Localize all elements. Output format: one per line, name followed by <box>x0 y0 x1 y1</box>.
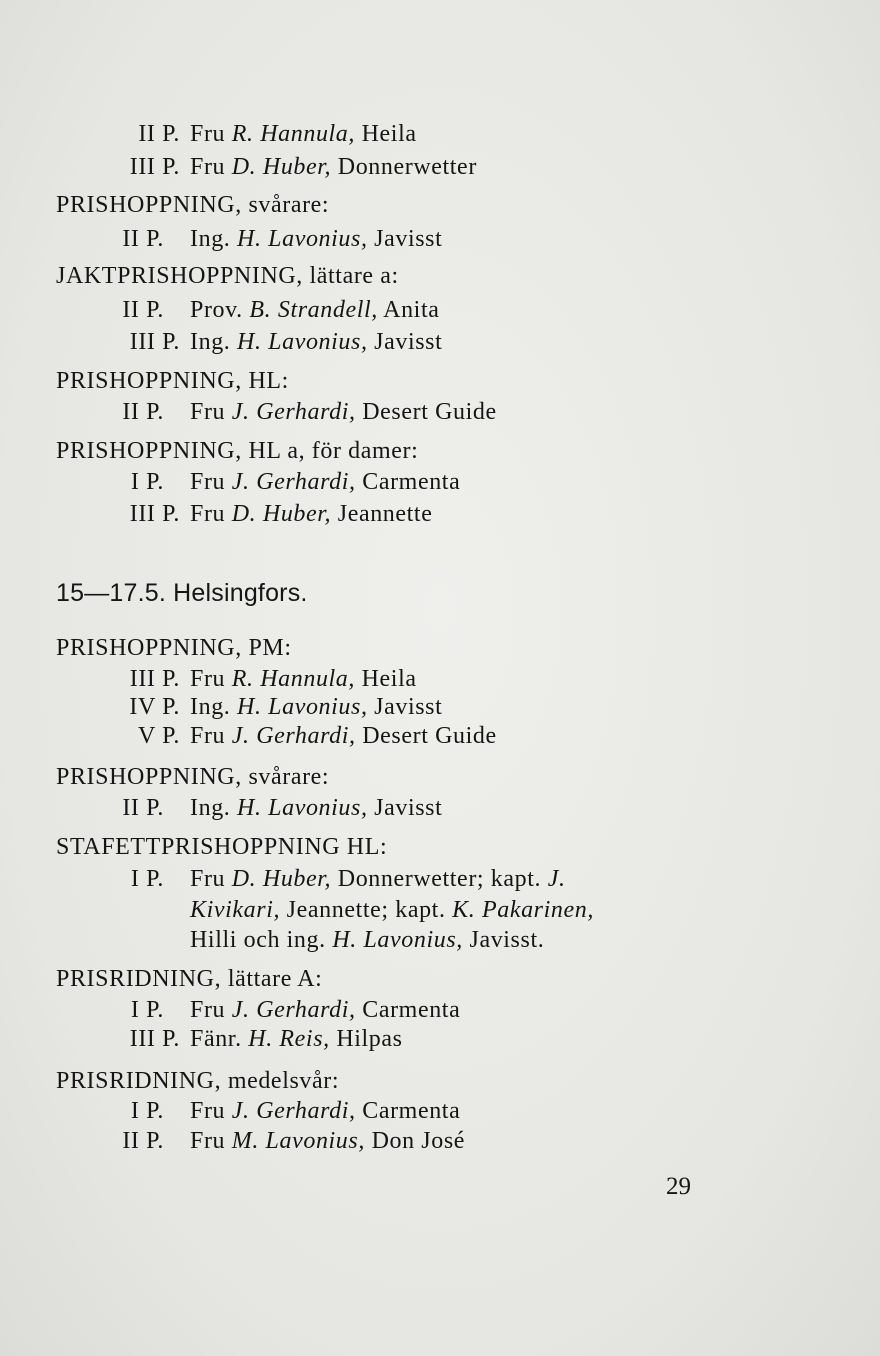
competition-heading: PRISHOPPNING, svårare: <box>56 192 330 218</box>
rider-title: Fru <box>190 121 226 147</box>
rider-name: B. Strandell, <box>249 297 378 323</box>
rider-name: H. Reis, <box>248 1026 330 1052</box>
competition-heading: PRISRIDNING, medelsvår: <box>56 1068 340 1094</box>
horse-name: Javisst <box>374 226 443 252</box>
placing: III P. <box>129 666 180 692</box>
horse-name: Desert Guide <box>362 723 497 749</box>
result-line <box>0 222 880 256</box>
rider-name: R. Hannula, <box>231 121 356 147</box>
entry <box>190 893 594 927</box>
result-line <box>0 117 880 151</box>
horse-name: Heila <box>361 121 417 147</box>
result-line-continuation <box>0 893 880 927</box>
entry <box>190 325 442 359</box>
placing: IV P. <box>129 694 180 720</box>
rider-name: D. Huber, <box>231 501 332 527</box>
entry <box>190 1124 465 1158</box>
entry <box>190 719 497 753</box>
rider-name: H. Lavonius, <box>237 329 368 355</box>
horse-name: Donnerwetter; kapt. <box>337 866 542 892</box>
rider-name: H. Lavonius, <box>237 694 368 720</box>
rider-title: Ing. <box>190 329 231 355</box>
competition-heading: PRISRIDNING, lättare A: <box>56 966 323 992</box>
rider-name: H. Lavonius, <box>237 226 368 252</box>
rider-name: Kivikari, <box>190 897 281 923</box>
rider-title: Fru <box>190 666 226 692</box>
result-line <box>0 293 880 327</box>
competition-heading: STAFETTPRISHOPPNING HL: <box>56 834 388 860</box>
rider-title: Prov. <box>190 297 243 323</box>
result-line <box>0 465 880 499</box>
horse-name: Javisst <box>374 329 443 355</box>
entry <box>190 222 442 256</box>
rider-title: Fru <box>190 723 226 749</box>
placing: III P. <box>129 1026 180 1052</box>
rider-title: Fru <box>190 1128 226 1154</box>
result-line <box>0 791 880 825</box>
placing: II P. <box>122 297 164 323</box>
horse-name: Jeannette; kapt. <box>286 897 446 923</box>
placing: I P. <box>130 469 164 495</box>
result-line-continuation <box>0 923 880 957</box>
placing: III P. <box>129 154 180 180</box>
rider-title: Ing. <box>190 694 231 720</box>
rider-name: D. Huber, <box>231 866 332 892</box>
rider-title: Ing. <box>190 226 231 252</box>
placing: II P. <box>138 121 180 147</box>
entry <box>190 150 477 184</box>
entry <box>190 395 497 429</box>
rider-name: M. Lavonius, <box>231 1128 365 1154</box>
competition-heading: PRISHOPPNING, HL a, för damer: <box>56 438 419 464</box>
rider-name: J. Gerhardi, <box>231 997 356 1023</box>
rider-title: Fru <box>190 154 226 180</box>
horse-name: Jeannette <box>337 501 433 527</box>
entry <box>190 791 442 825</box>
horse-name: Carmenta <box>362 997 461 1023</box>
page-number: 29 <box>666 1173 691 1200</box>
placing: I P. <box>130 997 164 1023</box>
rider-title: Fru <box>190 399 226 425</box>
placing: II P. <box>122 795 164 821</box>
entry <box>190 923 544 957</box>
placing: II P. <box>122 226 164 252</box>
result-line <box>0 862 880 896</box>
entry <box>190 465 460 499</box>
competition-heading: PRISHOPPNING, PM: <box>56 635 292 661</box>
horse-name: Carmenta <box>362 469 461 495</box>
event-date-heading: 15—17.5. Helsingfors. <box>56 579 308 607</box>
placing: III P. <box>129 329 180 355</box>
result-line <box>0 150 880 184</box>
rider-name: J. Gerhardi, <box>231 469 356 495</box>
result-line <box>0 325 880 359</box>
result-line <box>0 719 880 753</box>
horse-name: Heila <box>361 666 417 692</box>
rider-name: H. Lavonius, <box>237 795 368 821</box>
horse-name: Anita <box>383 297 440 323</box>
horse-name: Javisst <box>374 694 443 720</box>
competition-heading: PRISHOPPNING, svårare: <box>56 764 330 790</box>
placing: II P. <box>122 1128 164 1154</box>
rider-name: H. Lavonius, <box>332 927 463 953</box>
rider-name: K. Pakarinen, <box>452 897 594 923</box>
rider-name: D. Huber, <box>231 154 332 180</box>
rider-title: Fru <box>190 501 226 527</box>
horse-name: Donnerwetter <box>337 154 477 180</box>
horse-name: Carmenta <box>362 1098 461 1124</box>
plain-text: Hilli och ing. <box>190 927 326 953</box>
placing: I P. <box>130 866 164 892</box>
entry <box>190 1094 460 1128</box>
result-line <box>0 1094 880 1128</box>
horse-name: Javisst. <box>469 927 545 953</box>
rider-name: J. Gerhardi, <box>231 1098 356 1124</box>
entry <box>190 117 417 151</box>
rider-title: Ing. <box>190 795 231 821</box>
entry <box>190 1022 403 1056</box>
entry <box>190 862 566 896</box>
result-line <box>0 1022 880 1056</box>
competition-heading: JAKTPRISHOPPNING, lättare a: <box>56 263 399 289</box>
rider-title: Fänr. <box>190 1026 242 1052</box>
placing: I P. <box>130 1098 164 1124</box>
rider-title: Fru <box>190 866 226 892</box>
competition-heading: PRISHOPPNING, HL: <box>56 368 289 394</box>
rider-name: J. <box>547 866 566 892</box>
entry <box>190 293 439 327</box>
rider-name: J. Gerhardi, <box>231 399 356 425</box>
placing: V P. <box>138 723 180 749</box>
result-line <box>0 1124 880 1158</box>
result-line <box>0 497 880 531</box>
placing: III P. <box>129 501 180 527</box>
rider-title: Fru <box>190 1098 226 1124</box>
rider-name: R. Hannula, <box>231 666 356 692</box>
horse-name: Don José <box>371 1128 466 1154</box>
horse-name: Hilpas <box>336 1026 403 1052</box>
rider-name: J. Gerhardi, <box>231 723 356 749</box>
rider-title: Fru <box>190 469 226 495</box>
placing: II P. <box>122 399 164 425</box>
horse-name: Desert Guide <box>362 399 497 425</box>
result-line <box>0 395 880 429</box>
rider-title: Fru <box>190 997 226 1023</box>
horse-name: Javisst <box>374 795 443 821</box>
entry <box>190 497 432 531</box>
